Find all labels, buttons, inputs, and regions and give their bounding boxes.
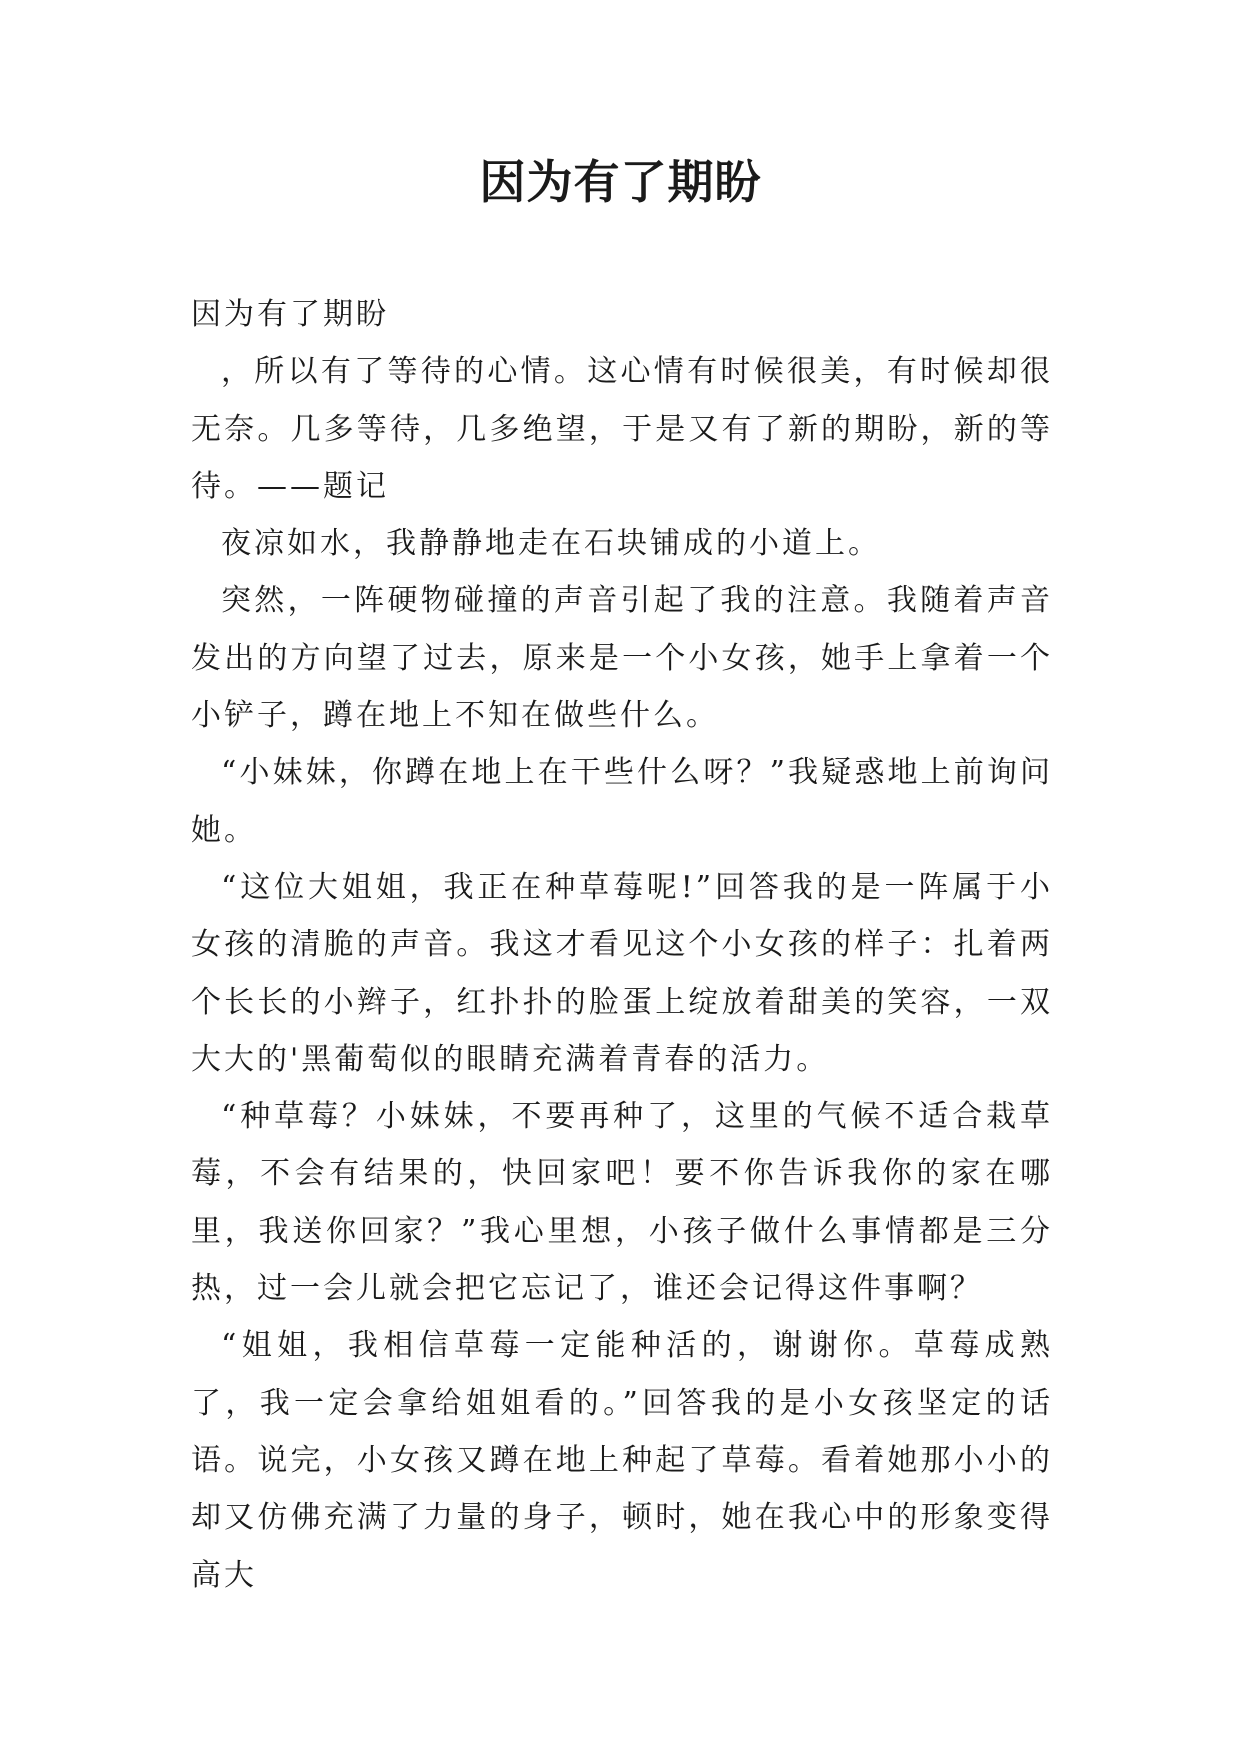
paragraph-epigraph: ，所以有了等待的心情。这心情有时候很美，有时候却很无奈。几多等待，几多绝望，于是又有了新的期盼，新的等待。——题记 (191, 354, 1053, 504)
paragraph-subtitle: 因为有了期盼 (191, 297, 389, 332)
document-title: 因为有了期盼 (479, 155, 762, 209)
paragraph: “姐姐，我相信草莓一定能种活的，谢谢你。草莓成熟了，我一定会拿给姐姐看的。”回答我的是小女孩坚定的话语。说完，小女孩又蹲在地上种起了草莓。看着她那小小的却又仿佛充满了力量的身子，顿时，她在我心中的形象变得高大 (191, 1328, 1053, 1593)
paragraph: “这位大姐姐，我正在种草莓呢!”回答我的是一阵属于小女孩的清脆的声音。我这才看见这个小女孩的样子：扎着两个长长的小辫子，红扑扑的脸蛋上绽放着甜美的笑容，一双大大的'黑葡萄似的眼睛充满着青春的活力。 (191, 869, 1053, 1077)
paragraph: 突然，一阵硬物碰撞的声音引起了我的注意。我随着声音发出的方向望了过去，原来是一个小女孩，她手上拿着一个小铲子，蹲在地上不知在做些什么。 (191, 583, 1053, 734)
paragraph: 夜凉如水，我静静地走在石块铺成的小道上。 (221, 526, 881, 562)
document-body (191, 286, 1053, 1604)
paragraph: “种草莓？小妹妹，不要再种了，这里的气候不适合栽草莓，不会有结果的，快回家吧！要不你告诉我你的家在哪里，我送你回家？”我心里想，小孩子做什么事情都是三分热，过一会儿就会把它忘记了，谁还会记得这件事啊？ (191, 1099, 1053, 1307)
paragraph: “小妹妹，你蹲在地上在干些什么呀？”我疑惑地上前询问她。 (191, 755, 1053, 848)
